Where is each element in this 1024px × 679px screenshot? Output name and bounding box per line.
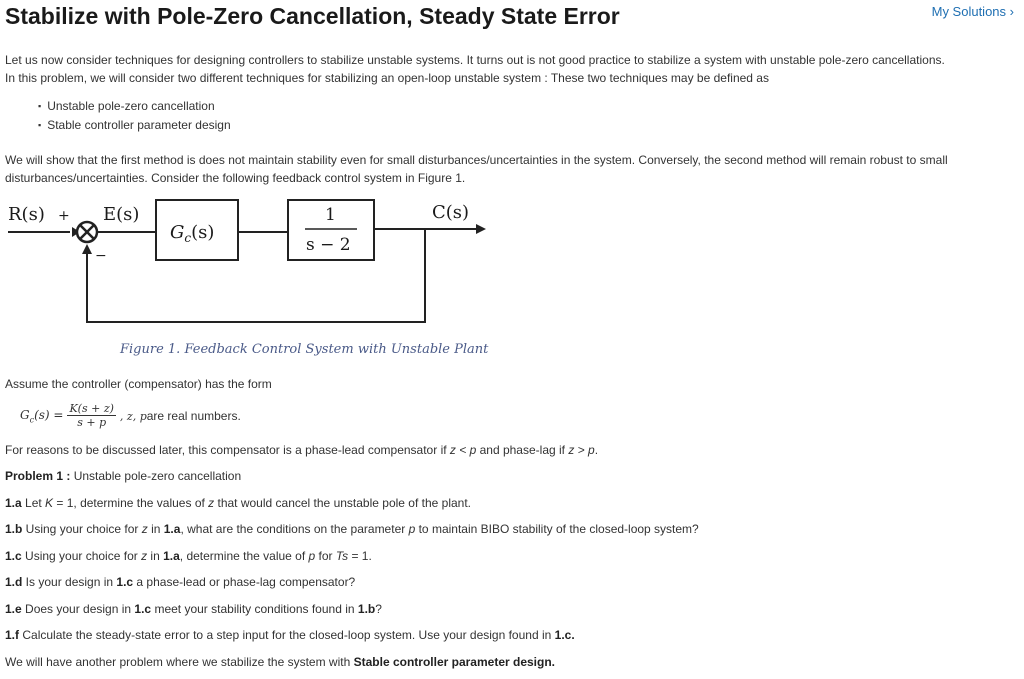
input-label: R(s) <box>8 204 45 225</box>
plant-denominator: s − 2 <box>306 235 351 255</box>
plus-sign: + <box>58 208 70 224</box>
feedback-arrow <box>82 244 92 254</box>
techniques-list <box>38 97 231 135</box>
list-item: ▪ Unstable pole-zero cancellation <box>38 97 231 116</box>
output-label: C(s) <box>432 202 470 223</box>
question-1e: 1.e Does your design in 1.c meet your stability conditions found in 1.b? <box>5 602 382 616</box>
compensator-formula: $G_c(s)$ = $\frac{K(s + z)}{s + p}$ , z, p are real numbers. <box>20 402 241 429</box>
chevron-right-icon: › <box>1009 4 1014 19</box>
question-1d: 1.d Is your design in 1.c a phase-lead or phase-lag compensator? <box>5 575 356 589</box>
question-1a: 1.a Let K = 1, determine the values of z that would cancel the unstable pole of the plant. <box>5 496 472 510</box>
error-label: E(s) <box>103 204 140 225</box>
compensator-fraction: $\frac{K(s + z)}{s + p}$ <box>69 402 114 429</box>
intro-paragraph <box>5 51 945 87</box>
question-1c: 1.c Using your choice for z in 1.a, determine the value of p for Ts = 1. <box>5 549 372 563</box>
feedback-diagram <box>0 196 500 366</box>
problem-heading: Problem 1 : Unstable pole-zero cancellation <box>5 469 242 483</box>
my-solutions-label: My Solutions <box>931 4 1007 19</box>
minus-sign: − <box>95 248 107 264</box>
assume-text: Assume the controller (compensator) has the form <box>5 377 272 391</box>
figure-caption: Figure 1. Feedback Control System with Unstable Plant <box>120 342 489 357</box>
my-solutions-link[interactable] <box>932 4 1014 19</box>
closing-text: We will have another problem where we stabilize the system with Stable controller parameter design. <box>5 655 556 669</box>
list-item: ▪ Stable controller parameter design <box>38 116 231 135</box>
plant-numerator: 1 <box>325 205 336 225</box>
intro-line-1: Let us now consider techniques for designing controllers to stabilize unstable systems. It turns out is not good practice to stabilize a system with unstable pole-zero cancellations. <box>5 53 945 67</box>
page-title: Stabilize with Pole-Zero Cancellation, Steady State Error <box>5 3 620 29</box>
question-1f: 1.f Calculate the steady-state error to a step input for the closed-loop system. Use your design found in 1.c. <box>5 628 575 642</box>
intro-line-2: In this problem, we will consider two different techniques for stabilizing an open-loop unstable system : These two techniques may be defined as <box>5 71 769 85</box>
question-1b: 1.b Using your choice for z in 1.a, what are the conditions on the parameter p to maintain BIBO stability of the closed-loop system? <box>5 522 699 536</box>
reasons-text: For reasons to be discussed later, this compensator is a phase-lead compensator if z < p and phase-lag if z > p. <box>5 443 599 457</box>
show-line-2: disturbances/uncertainties. Consider the following feedback control system in Figure 1. <box>5 171 466 185</box>
output-arrow <box>476 224 486 234</box>
show-paragraph <box>5 151 948 187</box>
controller-label: $G_c(s)$ <box>170 222 215 245</box>
show-line-1: We will show that the first method is does not maintain stability even for small disturbances/uncertainties in the system. Conversely, the second method will remain robust to small <box>5 153 948 167</box>
